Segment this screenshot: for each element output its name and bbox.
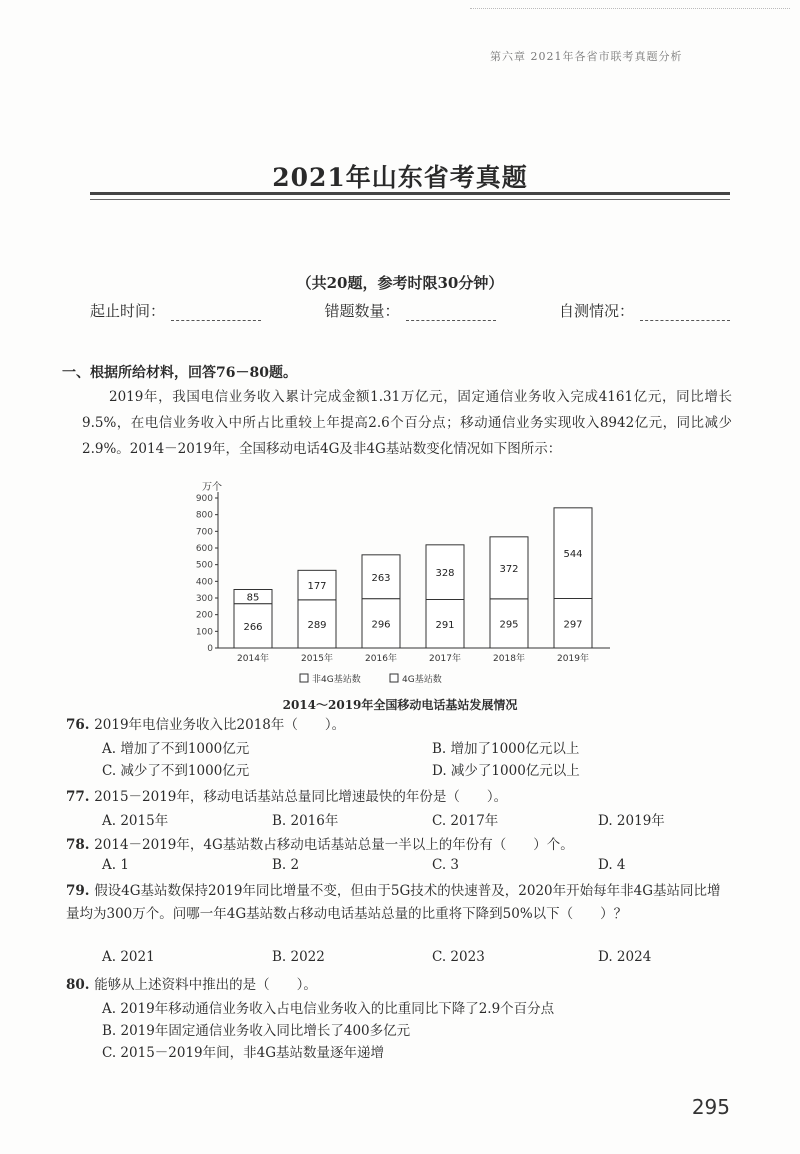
question-number: 77. — [66, 789, 95, 805]
x-tick-label: 2014年 — [237, 654, 269, 664]
question-5 — [66, 974, 732, 997]
legend-label-non4g: 非4G基站数 — [312, 675, 361, 685]
wrong-count-field — [324, 300, 495, 321]
question-number: 78. — [66, 837, 95, 853]
option-c: C. 3 — [432, 857, 460, 873]
question-3 — [66, 834, 732, 857]
question-4 — [66, 880, 732, 926]
option-b: B. 2 — [272, 857, 300, 873]
question-stem: 能够从上述资料中推出的是（ ）。 — [94, 977, 317, 993]
self-eval-field — [559, 300, 730, 321]
start-time-blank — [171, 306, 261, 321]
title-rule — [90, 192, 730, 195]
option-c: C. 2017年 — [432, 813, 499, 829]
data-label-non4g: 295 — [499, 619, 519, 631]
running-head: 第六章 2021年各省市联考真题分析 — [490, 50, 683, 63]
data-label-non4g: 296 — [371, 619, 391, 631]
title-rule-thin — [90, 199, 730, 200]
option-b: B. 增加了1000亿元以上 — [432, 741, 580, 757]
y-tick-label: 200 — [195, 610, 213, 621]
x-tick-label: 2018年 — [493, 654, 525, 664]
y-axis-unit: 万个 — [202, 482, 222, 493]
page-number: 295 — [691, 1095, 730, 1119]
question-1 — [66, 714, 732, 737]
legend-label-4g: 4G基站数 — [402, 675, 442, 685]
self-eval-blank — [640, 306, 730, 321]
option-d: D. 减少了1000亿元以上 — [432, 763, 580, 779]
data-label-4g: 177 — [307, 581, 327, 593]
question-number: 79. — [66, 883, 95, 899]
y-tick-label: 900 — [195, 494, 213, 504]
top-scan-artifact — [470, 8, 790, 9]
question-number: 80. — [66, 977, 95, 993]
y-tick-label: 800 — [195, 510, 213, 521]
y-tick-label: 600 — [195, 544, 213, 554]
chart-legend — [300, 673, 442, 685]
y-tick-label: 500 — [195, 560, 213, 571]
chart-caption: 2014～2019年全国移动电话基站发展情况 — [282, 698, 518, 712]
option-c: C. 2023 — [432, 949, 485, 965]
page-title: 2021年山东省考真题 — [272, 163, 528, 192]
bar-chart — [180, 476, 620, 698]
y-tick-label: 100 — [195, 627, 213, 638]
y-tick-label: 0 — [207, 644, 213, 654]
y-tick-label: 300 — [195, 594, 213, 604]
legend-swatch-non4g — [300, 674, 308, 682]
data-label-non4g: 266 — [243, 621, 263, 633]
data-label-4g: 85 — [246, 592, 260, 604]
question-number: 76. — [66, 717, 95, 733]
option-a: A. 2015年 — [102, 813, 169, 829]
data-label-4g: 544 — [563, 549, 583, 561]
exam-subtitle: （共20题，参考时限30分钟） — [296, 274, 504, 292]
legend-swatch-4g — [390, 674, 398, 682]
data-label-non4g: 297 — [563, 619, 583, 631]
question-stem: 2015－2019年，移动电话基站总量同比增速最快的年份是（ ）。 — [94, 789, 508, 805]
question-stem: 假设4G基站数保持2019年同比增量不变，但由于5G技术的快速普及，2020年开始每年非4G基站同比增量均为300万个。问哪一年4G基站数占移动电话基站总量的比重将下降到50%以下（ ）？ — [66, 883, 721, 922]
start-time-label: 起止时间： — [90, 302, 166, 320]
y-tick-label: 700 — [195, 527, 213, 538]
bar-series — [234, 508, 592, 664]
wrong-count-blank — [406, 306, 496, 321]
x-tick-label: 2019年 — [557, 654, 589, 664]
option-a: A. 增加了不到1000亿元 — [102, 741, 250, 757]
x-tick-label: 2015年 — [301, 654, 333, 664]
question-stem: 2019年电信业务收入比2018年（ ）。 — [94, 717, 346, 733]
option-b: B. 2019年固定通信业务收入同比增长了400多亿元 — [102, 1023, 411, 1039]
option-a: A. 1 — [102, 857, 129, 873]
material-paragraph: 2019年，我国电信业务收入累计完成金额1.31万亿元，固定通信业务收入完成4161亿元，同比增长9.5%，在电信业务收入中所占比重较上年提高2.6个百分点；移动通信业务实现收入8942亿元，同比减少2.9%。2014－2019年，全国移动电话4G及非4G基站数变化情况如下图所示： — [82, 389, 732, 457]
data-label-non4g: 289 — [307, 619, 327, 631]
data-label-non4g: 291 — [435, 619, 455, 631]
self-record-row — [90, 300, 730, 321]
y-tick-label: 400 — [195, 577, 213, 588]
start-time-field — [90, 300, 261, 321]
self-eval-label: 自测情况： — [558, 302, 634, 320]
option-a: A. 2021 — [102, 949, 155, 965]
option-b: B. 2016年 — [272, 813, 339, 829]
data-label-4g: 328 — [435, 568, 455, 580]
section-heading: 一、根据所给材料，回答76－80题。 — [62, 365, 297, 381]
data-label-4g: 372 — [499, 563, 519, 575]
option-a: A. 2019年移动通信业务收入占电信业务收入的比重同比下降了2.9个百分点 — [102, 1001, 555, 1017]
question-stem: 2014－2019年，4G基站数占移动电话基站总量一半以上的年份有（ ）个。 — [94, 837, 574, 853]
wrong-count-label: 错题数量： — [324, 302, 400, 320]
option-d: D. 2019年 — [598, 813, 665, 829]
option-b: B. 2022 — [272, 949, 325, 965]
option-c: C. 2015－2019年间，非4G基站数量逐年递增 — [102, 1045, 385, 1061]
question-2 — [66, 786, 732, 809]
data-label-4g: 263 — [371, 572, 391, 584]
x-tick-label: 2016年 — [365, 654, 397, 664]
x-tick-label: 2017年 — [429, 654, 461, 664]
option-d: D. 4 — [598, 857, 626, 873]
option-c: C. 减少了不到1000亿元 — [102, 763, 250, 779]
option-d: D. 2024 — [598, 949, 652, 965]
